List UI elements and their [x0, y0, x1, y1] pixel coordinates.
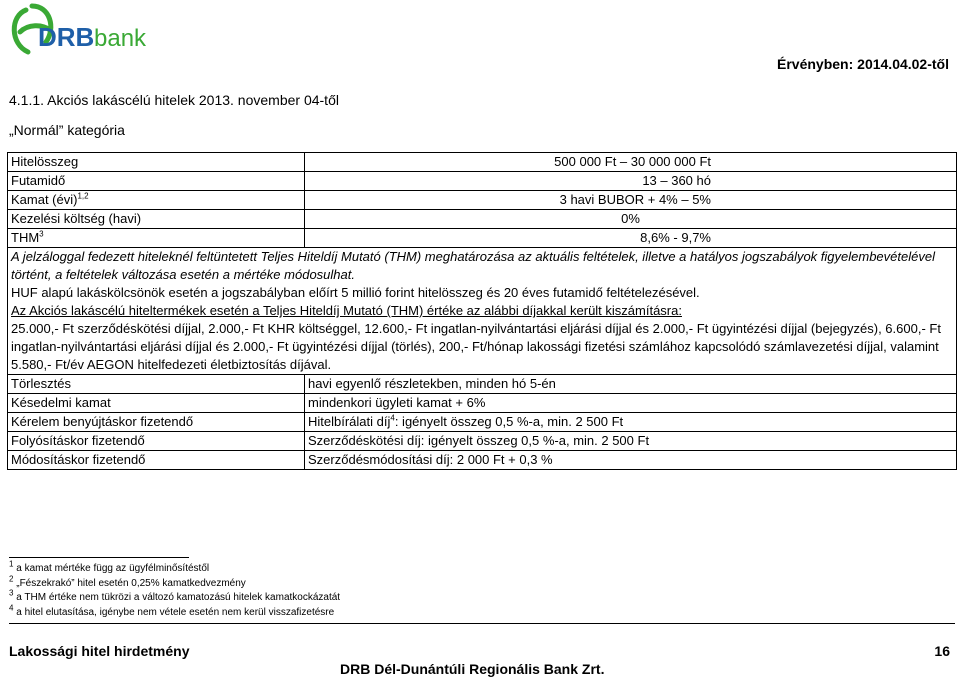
conditions-table: [7, 152, 957, 470]
footnote: [9, 588, 341, 606]
row-label: Késedelmi kamat: [8, 394, 305, 413]
bank-name: DRB Dél-Dunántúli Regionális Bank Zrt.: [340, 661, 605, 677]
row-value: havi egyenlő részletekben, minden hó 5-én: [305, 375, 957, 394]
thm-note: A jelzáloggal fedezett hiteleknél feltüntetett Teljes Hiteldíj Mutató (THM) meghatározása az aktuális feltételek, illetve a hatályos jogszabályok figyelembevételével történt, a feltételek változása esetén a mértéke módosulhat.: [11, 249, 935, 282]
table-row: [8, 153, 957, 172]
akcios-note: Az Akciós lakáscélú hiteltermékek esetén a Teljes Hiteldíj Mutató (THM) értéke az alábbi díjakkal került kiszámításra:: [11, 303, 682, 318]
row-label: Kérelem benyújtáskor fizetendő: [8, 413, 305, 432]
footnote-text: a hitel elutasítása, igénybe nem vétele esetén nem kerül visszafizetésre: [16, 606, 335, 618]
footnote-divider: [9, 557, 189, 558]
footnote: [9, 574, 340, 592]
row-value: 13 – 360 hó: [305, 172, 957, 191]
row-value: Szerződéskötési díj: igényelt összeg 0,5 %-a, min. 2 500 Ft: [305, 432, 957, 451]
table-row: [8, 248, 957, 375]
table-row: [8, 229, 957, 248]
footnote-text: a THM értéke nem tükrözi a változó kamatozású hitelek kamatkockázatát: [16, 592, 341, 603]
row-label: Törlesztés: [8, 375, 305, 394]
row-label: [8, 191, 305, 210]
row-value: 0%: [305, 210, 957, 229]
footnotes: [9, 559, 341, 620]
drb-bank-logo: [6, 2, 146, 66]
row-value: 500 000 Ft – 30 000 000 Ft: [305, 153, 957, 172]
row-value: 3 havi BUBOR + 4% – 5%: [305, 191, 957, 210]
table-row: [8, 394, 957, 413]
table-row: [8, 375, 957, 394]
huf-note: HUF alapú lakáskölcsönök esetén a jogszabályban előírt 5 millió forint hitelösszeg és 20 éves futamidő feltételezésével.: [11, 285, 700, 300]
fees-note: 25.000,- Ft szerződéskötési díjjal, 2.000,- Ft KHR költséggel, 12.600,- Ft ingatlan-nyilvántartási eljárási díjjal és 2.000,- Ft ügyintézési díjjal (bejegyzés), 6.600,- Ft ingatlan-nyilvántartási eljárási díjjal és 2.000,- Ft ügyintézési díjjal (törlés), 200,- Ft/hónap lakossági fizetési számlához kapcsolódó számlavezetési díjjal, valamint 5.580,- Ft/év AEGON hitelfedezeti életbiztosítás díjával.: [11, 321, 941, 372]
section-title: 4.1.1. Akciós lakáscélú hitelek 2013. november 04-től: [9, 92, 339, 108]
notes-cell: [8, 248, 957, 375]
footer-divider: [9, 623, 955, 624]
row-label: [8, 229, 305, 248]
row-value: [305, 413, 957, 432]
footnote-ref: 1,2: [77, 191, 89, 201]
table-row: [8, 172, 957, 191]
row-label: Hitelösszeg: [8, 153, 305, 172]
validity-date: Érvényben: 2014.04.02-től: [777, 56, 949, 72]
footer-title: Lakossági hitel hirdetmény: [9, 643, 190, 659]
table-row: [8, 191, 957, 210]
footnote-text: „Fészekrakó” hitel esetén 0,25% kamatkedvezmény: [16, 577, 246, 589]
footnote-ref: 4: [390, 413, 395, 423]
footnote-text: a kamat mértéke függ az ügyfélminősítéstől: [16, 563, 210, 574]
thm-label: THM: [11, 230, 40, 245]
fee-detail: : igényelt összeg 0,5 %-a, min. 2 500 Ft: [394, 414, 624, 429]
row-value: 8,6% - 9,7%: [305, 229, 957, 248]
row-label: Futamidő: [8, 172, 305, 191]
footnote-number: 2: [9, 574, 14, 584]
footnote-number: 4: [9, 603, 14, 613]
svg-text:bank: bank: [94, 25, 146, 52]
fee-name: Hitelbírálati díj: [308, 414, 391, 429]
row-label: Folyósításkor fizetendő: [8, 432, 305, 451]
footnote-number: 3: [9, 588, 14, 598]
row-value: Szerződésmódosítási díj: 2 000 Ft + 0,3 %: [305, 451, 957, 470]
category-title: „Normál” kategória: [9, 122, 125, 138]
row-label: Kezelési költség (havi): [8, 210, 305, 229]
page-number: 16: [934, 643, 950, 659]
table-row: [8, 413, 957, 432]
footnote-number: 1: [9, 559, 14, 569]
footnote: [9, 559, 340, 577]
row-value: mindenkori ügyleti kamat + 6%: [305, 394, 957, 413]
table-row: [8, 451, 957, 470]
svg-text:DRB: DRB: [38, 22, 95, 52]
table-row: [8, 432, 957, 451]
table-row: [8, 210, 957, 229]
kamat-label: Kamat (évi): [11, 192, 78, 207]
footnote: [9, 603, 340, 621]
row-label: Módosításkor fizetendő: [8, 451, 305, 470]
footnote-ref: 3: [39, 229, 44, 239]
